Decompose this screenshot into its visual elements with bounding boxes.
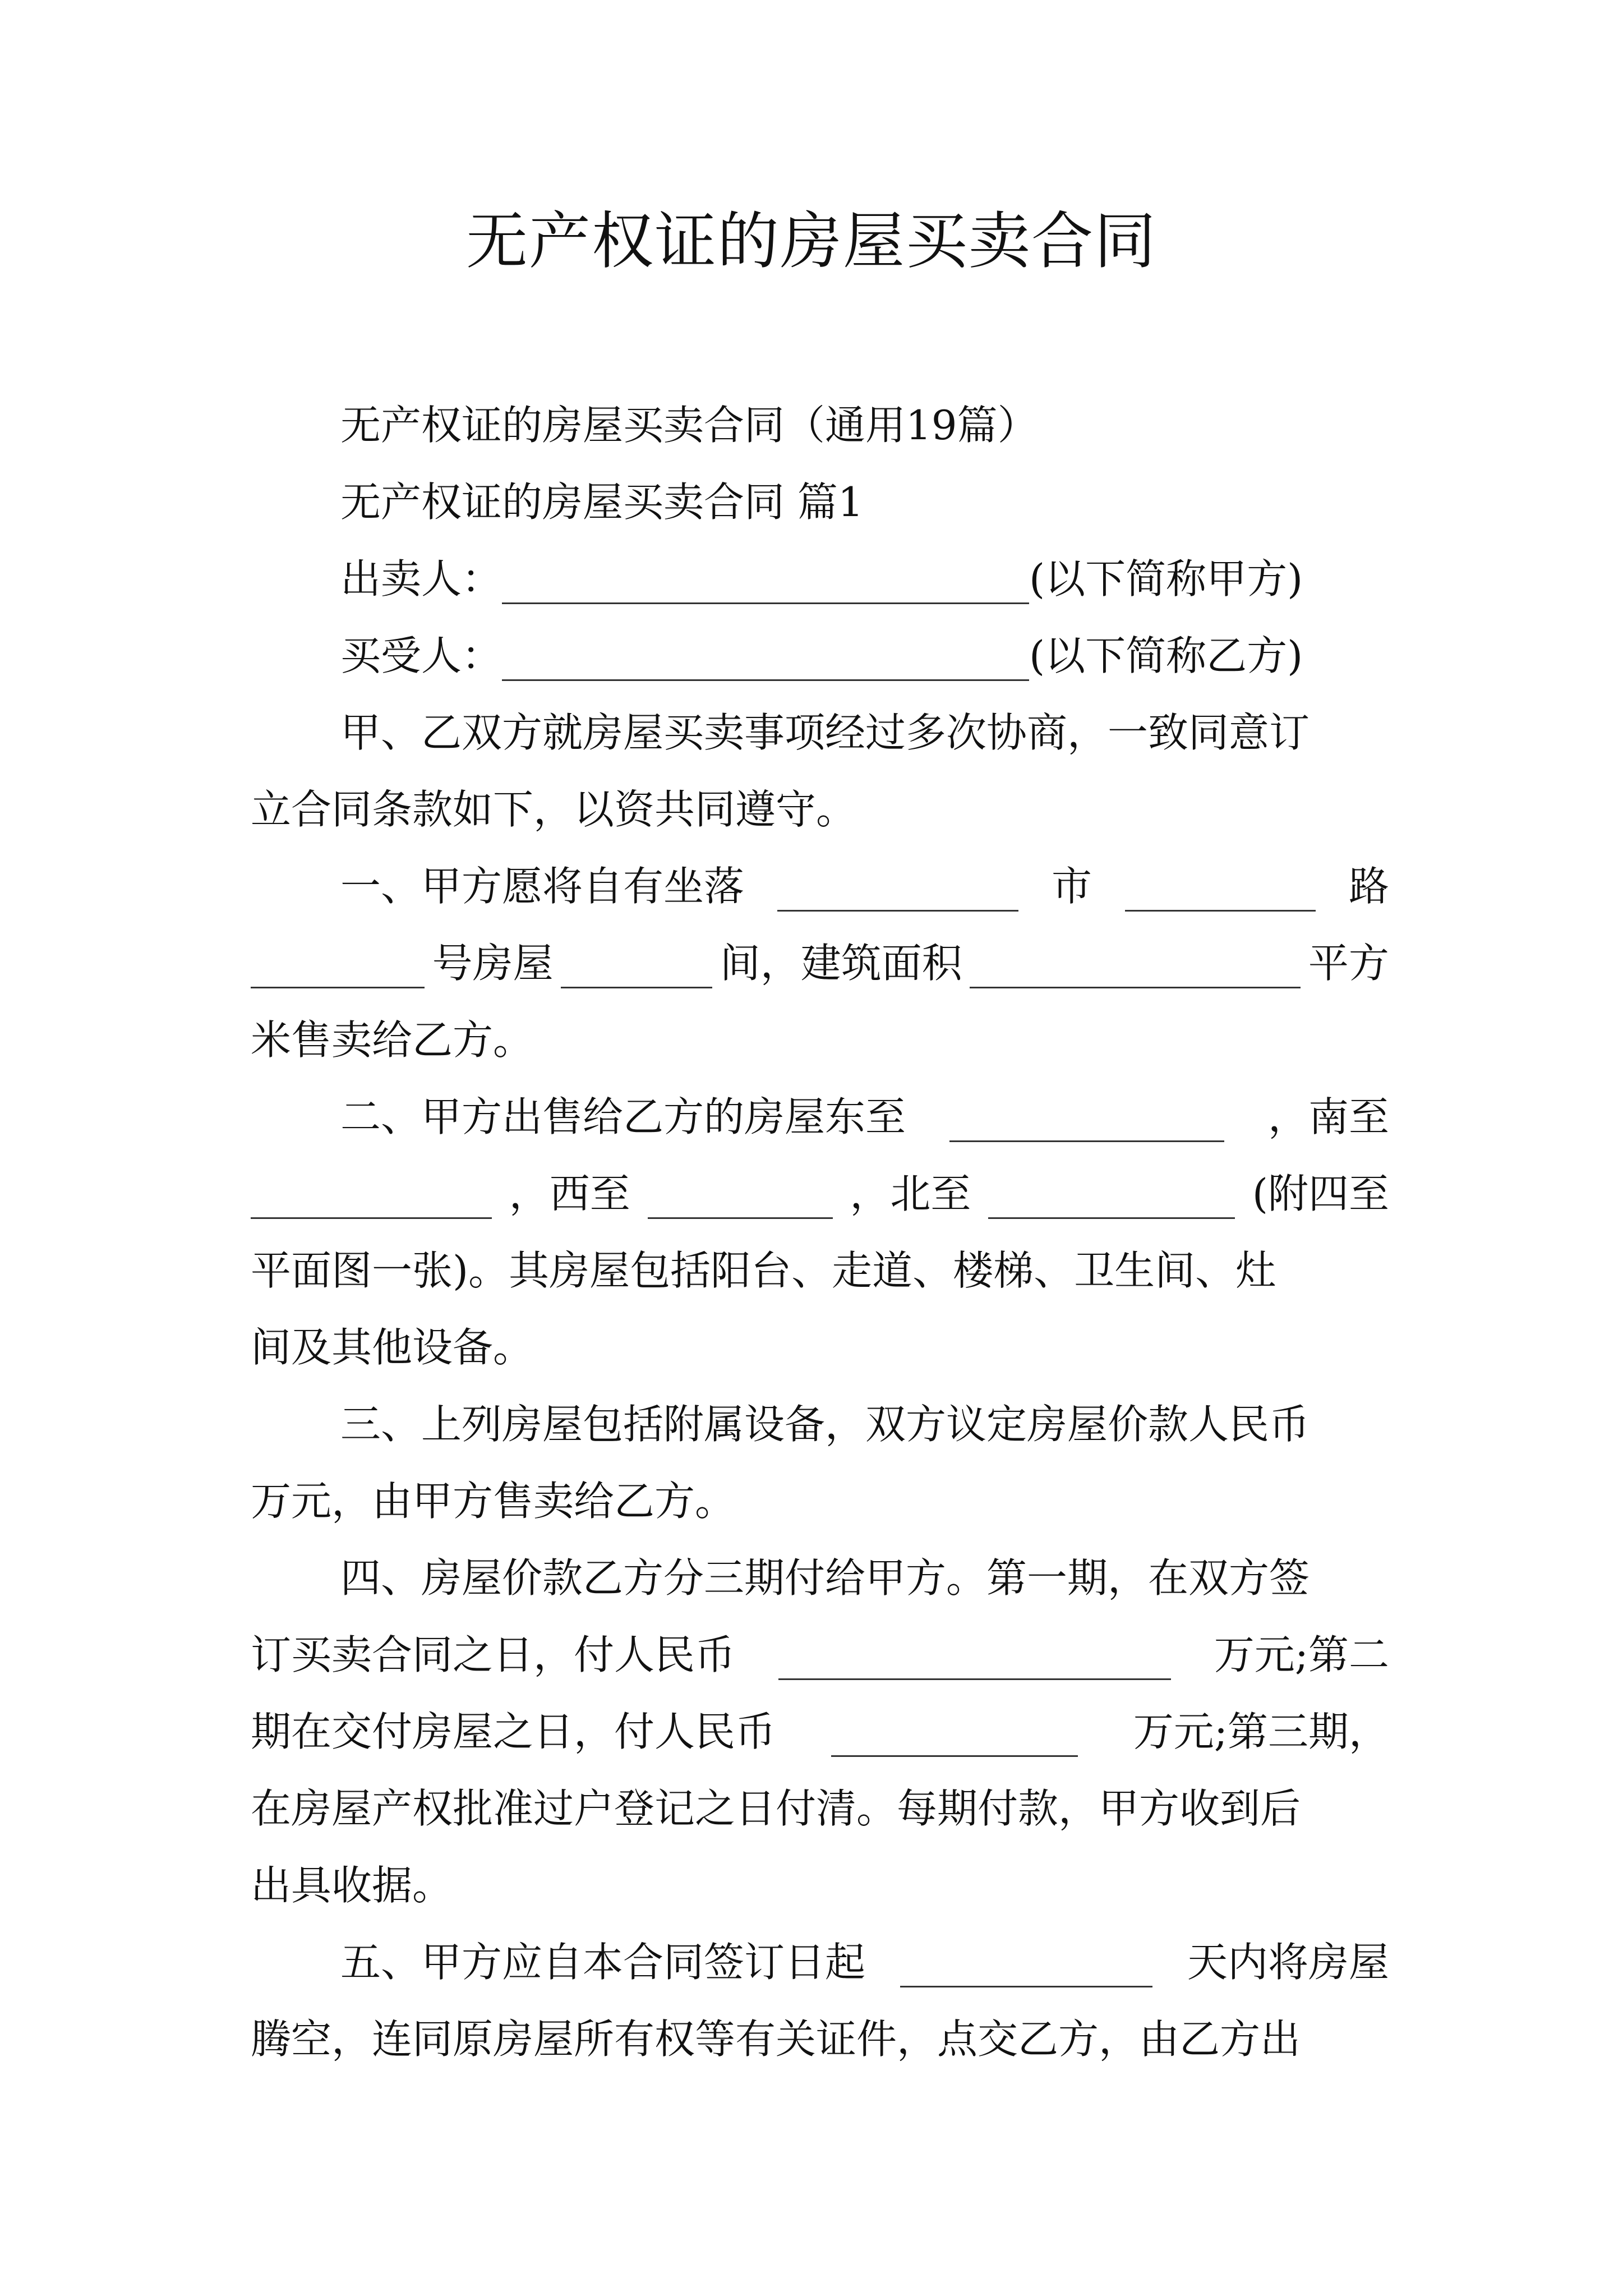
west-blank[interactable]	[648, 1169, 833, 1219]
article-4-line-1	[251, 1540, 1389, 1617]
intro-text-2: 立合同条款如下，以资共同遵守。	[251, 786, 857, 833]
article-1-text-a: 一、甲方愿将自有坐落	[340, 863, 745, 910]
article-2-text-f: 平面图一张)。其房屋包括阳台、走道、楼梯、卫生间、灶	[251, 1247, 1276, 1294]
city-blank[interactable]	[1125, 862, 1316, 912]
article-4-text-g: 出具收据。	[251, 1862, 453, 1909]
article-2-line-1	[251, 1079, 1389, 1156]
seller-blank[interactable]	[502, 554, 1029, 604]
article-4-text-c: 万元;第二	[1214, 1631, 1389, 1678]
article-4-text-f: 在房屋产权批准过户登记之日付清。每期付款，甲方收到后	[251, 1785, 1301, 1832]
east-blank[interactable]	[949, 1092, 1224, 1142]
article-4-line-3	[251, 1694, 1389, 1770]
subtitle-text: 无产权证的房屋买卖合同（通用19篇）	[340, 402, 1038, 449]
seller-label: 出卖人：	[340, 555, 502, 602]
buyer-label: 买受人：	[340, 632, 502, 679]
article-3-line-2	[251, 1463, 1389, 1540]
intro-text-1: 甲、乙双方就房屋买卖事项经过多次协商，一致同意订	[340, 709, 1310, 756]
second-payment-blank[interactable]	[831, 1707, 1078, 1757]
document-title: 无产权证的房屋买卖合同	[466, 205, 1157, 277]
seller-line	[251, 541, 1389, 618]
buyer-line	[251, 618, 1389, 694]
chapter-line	[251, 464, 1389, 541]
article-2-text-g: 间及其他设备。	[251, 1324, 534, 1371]
article-2-text-b: ，南至	[1267, 1093, 1389, 1140]
article-1-text-e: 间，建筑面积	[720, 940, 962, 987]
road-number-blank[interactable]	[251, 938, 425, 988]
location-blank[interactable]	[777, 862, 1018, 912]
article-4-text-e: 万元;第三期，	[1133, 1708, 1389, 1755]
buyer-suffix: (以下简称乙方)	[1029, 632, 1303, 679]
article-5-text-b: 天内将房屋	[1187, 1939, 1389, 1986]
north-blank[interactable]	[988, 1169, 1235, 1219]
article-1-text-f: 平方	[1308, 940, 1389, 987]
south-blank[interactable]	[251, 1169, 492, 1219]
article-5-text-a: 五、甲方应自本合同签订日起	[340, 1939, 866, 1986]
article-5-text-c: 腾空，连同原房屋所有权等有关证件，点交乙方，由乙方出	[251, 2016, 1301, 2063]
article-3-text-a: 三、上列房屋包括附属设备，双方议定房屋价款人民币	[340, 1401, 1310, 1448]
article-2-text-e: (附四至	[1252, 1170, 1389, 1217]
article-2-text-c: ，西至	[509, 1170, 630, 1217]
buyer-blank[interactable]	[502, 631, 1029, 681]
article-1-text-b: 市	[1051, 863, 1092, 910]
article-4-text-b: 订买卖合同之日，付人民币	[251, 1631, 736, 1678]
article-3-line-1	[251, 1386, 1389, 1463]
rooms-blank[interactable]	[561, 938, 712, 988]
days-blank[interactable]	[900, 1938, 1152, 1987]
area-blank[interactable]	[970, 938, 1301, 988]
article-1-text-g: 米售卖给乙方。	[251, 1016, 534, 1064]
intro-line-1	[251, 694, 1389, 771]
article-1-text-d: 号房屋	[432, 940, 554, 987]
article-5-line-1	[251, 1924, 1389, 2001]
article-1-line-2	[251, 925, 1389, 1002]
article-2-text-d: ，北至	[850, 1170, 971, 1217]
article-4-text-a: 四、房屋价款乙方分三期付给甲方。第一期，在双方签	[340, 1554, 1310, 1602]
article-1-line-3	[251, 1002, 1389, 1079]
article-1-line-1	[251, 848, 1389, 925]
article-4-line-4	[251, 1770, 1389, 1847]
subtitle-line	[251, 387, 1389, 464]
article-4-line-2	[251, 1617, 1389, 1694]
seller-suffix: (以下简称甲方)	[1029, 555, 1303, 602]
article-2-line-3	[251, 1232, 1389, 1309]
article-2-line-2	[251, 1156, 1389, 1232]
first-payment-blank[interactable]	[778, 1630, 1171, 1680]
article-1-text-c: 路	[1348, 863, 1389, 910]
article-2-line-4	[251, 1309, 1389, 1386]
document-body	[251, 387, 1389, 2078]
article-4-line-5	[251, 1847, 1389, 1924]
article-3-text-b: 万元，由甲方售卖给乙方。	[251, 1478, 736, 1525]
article-4-text-d: 期在交付房屋之日，付人民币	[251, 1708, 776, 1755]
chapter-text: 无产权证的房屋买卖合同 篇1	[340, 478, 864, 526]
intro-line-2	[251, 771, 1389, 848]
article-2-text-a: 二、甲方出售给乙方的房屋东至	[340, 1093, 906, 1140]
article-5-line-2	[251, 2001, 1389, 2078]
